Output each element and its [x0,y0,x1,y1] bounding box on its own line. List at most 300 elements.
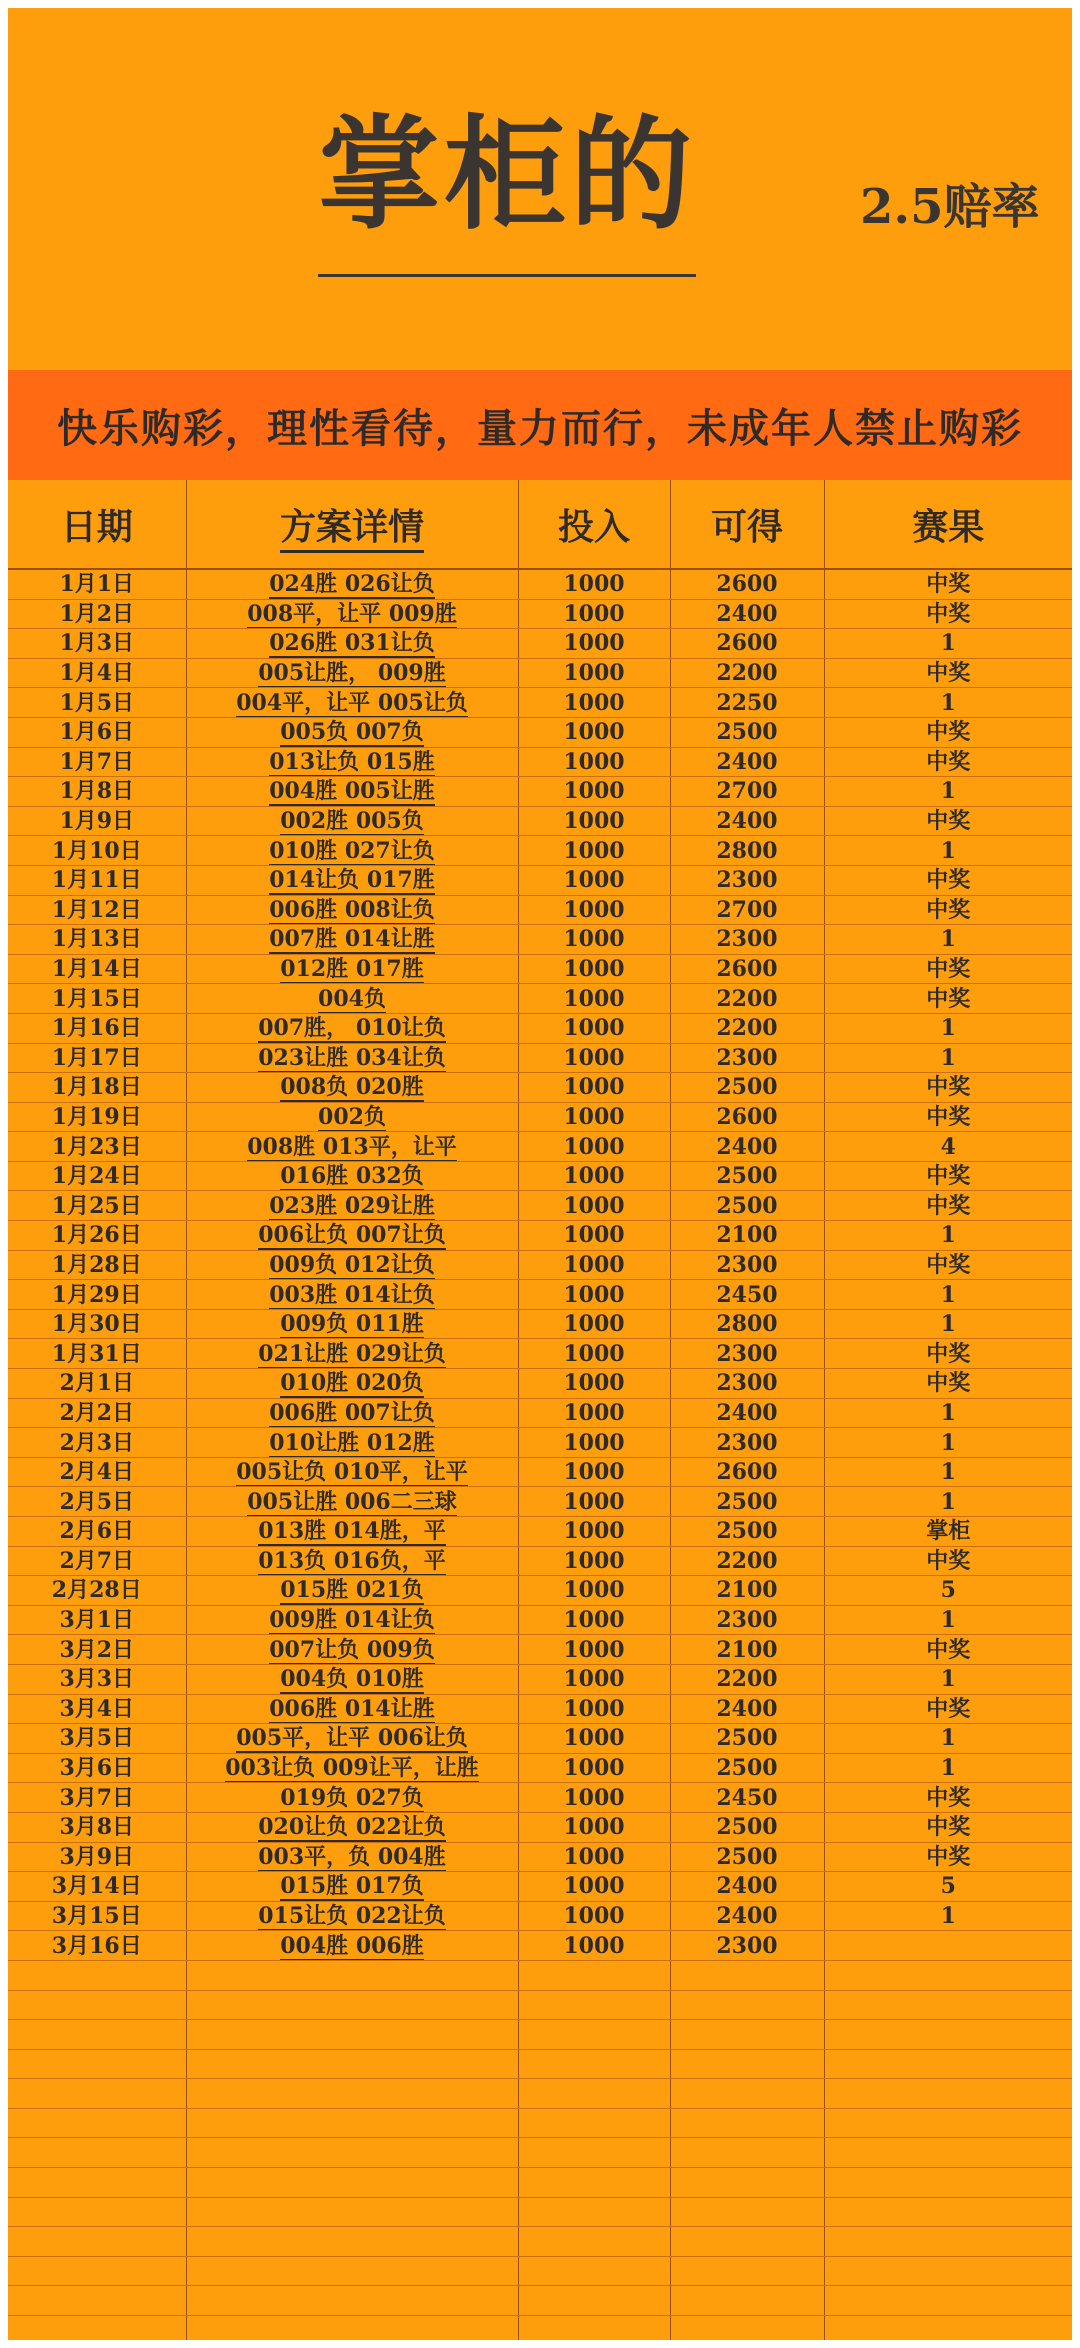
table-row [8,984,1072,1014]
cell-plan: 007让负 009负 [186,1635,518,1665]
cell-result: 5 [824,1576,1072,1606]
empty-cell [8,2049,186,2079]
cell-date: 1月10日 [8,836,186,866]
empty-cell [186,1960,518,1990]
empty-cell [670,2168,824,2198]
table-row [8,954,1072,984]
empty-cell [824,2168,1072,2198]
cell-stake: 1000 [518,629,670,659]
cell-result: 中奖 [824,984,1072,1014]
cell-stake: 1000 [518,599,670,629]
table-row [8,1901,1072,1931]
cell-stake: 1000 [518,1191,670,1221]
cell-result: 1 [824,925,1072,955]
cell-result: 中奖 [824,1842,1072,1872]
cell-payout: 2400 [670,747,824,777]
cell-stake: 1000 [518,688,670,718]
empty-cell [824,2138,1072,2168]
table-row [8,836,1072,866]
cell-payout: 2400 [670,1901,824,1931]
empty-cell [518,2227,670,2257]
cell-payout: 2300 [670,1605,824,1635]
cell-date: 1月14日 [8,954,186,984]
cell-date: 2月1日 [8,1369,186,1399]
table-row [8,1221,1072,1251]
cell-stake: 1000 [518,1517,670,1547]
cell-result: 中奖 [824,658,1072,688]
cell-payout: 2600 [670,1102,824,1132]
cell-plan: 010胜 027让负 [186,836,518,866]
empty-cell [824,2197,1072,2227]
table-row [8,1191,1072,1221]
cell-date: 3月5日 [8,1724,186,1754]
table-row [8,1280,1072,1310]
empty-cell [824,2316,1072,2340]
table-row [8,806,1072,836]
cell-payout: 2300 [670,865,824,895]
empty-cell [186,2197,518,2227]
empty-row [8,2079,1072,2109]
cell-plan: 004负 010胜 [186,1664,518,1694]
empty-cell [824,1960,1072,1990]
table-row [8,1842,1072,1872]
cell-plan: 015让负 022让负 [186,1901,518,1931]
table-row [8,1073,1072,1103]
cell-result: 掌柜 [824,1517,1072,1547]
empty-cell [824,1990,1072,2020]
cell-payout: 2600 [670,954,824,984]
cell-plan: 016胜 032负 [186,1161,518,1191]
cell-stake: 1000 [518,1842,670,1872]
cell-payout: 2250 [670,688,824,718]
cell-stake: 1000 [518,1221,670,1251]
empty-row [8,2197,1072,2227]
empty-cell [186,2286,518,2316]
cell-plan: 013让负 015胜 [186,747,518,777]
cell-stake: 1000 [518,1161,670,1191]
cell-result: 中奖 [824,717,1072,747]
cell-result: 中奖 [824,895,1072,925]
empty-cell [670,1990,824,2020]
cell-plan: 005让负 010平，让平 [186,1457,518,1487]
cell-stake: 1000 [518,1398,670,1428]
empty-cell [518,2020,670,2050]
table-row [8,1428,1072,1458]
empty-cell [8,2227,186,2257]
empty-cell [824,2286,1072,2316]
responsible-gaming-banner: 快乐购彩，理性看待，量力而行，未成年人禁止购彩 [8,370,1072,480]
empty-cell [518,2316,670,2340]
bet-table [8,480,1072,2340]
table-row [8,1694,1072,1724]
cell-date: 1月31日 [8,1339,186,1369]
cell-result: 4 [824,1132,1072,1162]
empty-row [8,2168,1072,2198]
cell-date: 1月30日 [8,1309,186,1339]
cell-stake: 1000 [518,1428,670,1458]
cell-stake: 1000 [518,1931,670,1961]
cell-stake: 1000 [518,1546,670,1576]
cell-payout: 2500 [670,1517,824,1547]
cell-plan: 008胜 013平，让平 [186,1132,518,1162]
cell-stake: 1000 [518,1309,670,1339]
cell-plan: 005让胜 006二三球 [186,1487,518,1517]
cell-payout: 2800 [670,1309,824,1339]
cell-payout: 2400 [670,1872,824,1902]
cell-result: 1 [824,1901,1072,1931]
cell-payout: 2600 [670,629,824,659]
header-plan: 方案详情 [186,480,518,569]
cell-stake: 1000 [518,925,670,955]
cell-result: 1 [824,1013,1072,1043]
cell-result: 中奖 [824,1161,1072,1191]
cell-payout: 2800 [670,836,824,866]
cell-payout: 2300 [670,1369,824,1399]
cell-payout: 2100 [670,1221,824,1251]
cell-date: 3月9日 [8,1842,186,1872]
cell-plan: 004胜 005让胜 [186,777,518,807]
table-row [8,1664,1072,1694]
cell-date: 1月8日 [8,777,186,807]
cell-stake: 1000 [518,865,670,895]
cell-date: 1月17日 [8,1043,186,1073]
cell-date: 1月23日 [8,1132,186,1162]
empty-cell [670,2227,824,2257]
cell-result: 中奖 [824,1073,1072,1103]
table-header-row [8,480,1072,569]
empty-row [8,2049,1072,2079]
empty-cell [8,2138,186,2168]
empty-cell [8,2256,186,2286]
cell-date: 3月3日 [8,1664,186,1694]
table-row [8,688,1072,718]
cell-payout: 2100 [670,1635,824,1665]
empty-cell [518,2138,670,2168]
cell-date: 3月7日 [8,1783,186,1813]
empty-cell [186,2108,518,2138]
cell-payout: 2500 [670,717,824,747]
cell-payout: 2600 [670,1457,824,1487]
cell-date: 1月12日 [8,895,186,925]
cell-plan: 023胜 029让胜 [186,1191,518,1221]
empty-cell [670,2020,824,2050]
cell-result: 1 [824,629,1072,659]
cell-date: 2月3日 [8,1428,186,1458]
cell-result: 中奖 [824,865,1072,895]
cell-result: 1 [824,1605,1072,1635]
cell-plan: 005平，让平 006让负 [186,1724,518,1754]
empty-row [8,2108,1072,2138]
empty-cell [186,2168,518,2198]
cell-plan: 005负 007负 [186,717,518,747]
empty-cell [518,2079,670,2109]
cell-date: 2月7日 [8,1546,186,1576]
empty-cell [824,2256,1072,2286]
table-row [8,1812,1072,1842]
cell-payout: 2400 [670,1694,824,1724]
cell-stake: 1000 [518,1605,670,1635]
cell-payout: 2500 [670,1724,824,1754]
cell-result: 1 [824,1487,1072,1517]
title-underline [318,274,696,277]
empty-cell [824,2108,1072,2138]
cell-result: 中奖 [824,747,1072,777]
cell-result: 中奖 [824,1102,1072,1132]
cell-date: 3月8日 [8,1812,186,1842]
cell-result: 1 [824,1428,1072,1458]
table-row [8,1576,1072,1606]
cell-result: 1 [824,836,1072,866]
table-row [8,1605,1072,1635]
empty-cell [8,1960,186,1990]
cell-plan: 008负 020胜 [186,1073,518,1103]
cell-plan: 009负 011胜 [186,1309,518,1339]
cell-payout: 2600 [670,569,824,599]
cell-stake: 1000 [518,1013,670,1043]
cell-payout: 2500 [670,1073,824,1103]
empty-cell [824,2079,1072,2109]
cell-stake: 1000 [518,1812,670,1842]
empty-cell [518,2108,670,2138]
cell-date: 2月5日 [8,1487,186,1517]
cell-stake: 1000 [518,1280,670,1310]
odds-label: 2.5赔率 [860,179,1040,235]
header-date: 日期 [8,480,186,569]
cell-date: 3月6日 [8,1753,186,1783]
cell-plan: 013胜 014胜，平 [186,1517,518,1547]
empty-row [8,2316,1072,2340]
cell-payout: 2400 [670,599,824,629]
cell-plan: 005让胜， 009胜 [186,658,518,688]
cell-payout: 2200 [670,1013,824,1043]
cell-date: 1月25日 [8,1191,186,1221]
cell-plan: 002胜 005负 [186,806,518,836]
cell-plan: 009胜 014让负 [186,1605,518,1635]
cell-result: 中奖 [824,599,1072,629]
cell-stake: 1000 [518,1576,670,1606]
cell-plan: 024胜 026让负 [186,569,518,599]
empty-row [8,2256,1072,2286]
empty-cell [824,2227,1072,2257]
cell-result: 中奖 [824,1191,1072,1221]
cell-plan: 006胜 008让负 [186,895,518,925]
cell-payout: 2400 [670,1398,824,1428]
cell-payout: 2700 [670,777,824,807]
empty-cell [186,2316,518,2340]
cell-stake: 1000 [518,836,670,866]
cell-date: 3月4日 [8,1694,186,1724]
empty-row [8,2227,1072,2257]
cell-stake: 1000 [518,1132,670,1162]
empty-cell [186,2138,518,2168]
cell-plan: 013负 016负，平 [186,1546,518,1576]
cell-date: 1月18日 [8,1073,186,1103]
header-payout: 可得 [670,480,824,569]
cell-date: 1月19日 [8,1102,186,1132]
empty-cell [670,2316,824,2340]
table-body [8,569,1072,2340]
cell-payout: 2300 [670,1931,824,1961]
table-row [8,717,1072,747]
table-row [8,1102,1072,1132]
cell-date: 1月5日 [8,688,186,718]
cell-payout: 2300 [670,1339,824,1369]
cell-date: 1月2日 [8,599,186,629]
cell-plan: 006胜 014让胜 [186,1694,518,1724]
cell-date: 1月7日 [8,747,186,777]
cell-date: 1月13日 [8,925,186,955]
cell-result: 中奖 [824,1546,1072,1576]
cell-date: 1月16日 [8,1013,186,1043]
cell-plan: 004胜 006胜 [186,1931,518,1961]
cell-result: 1 [824,1043,1072,1073]
empty-cell [518,2256,670,2286]
cell-date: 3月16日 [8,1931,186,1961]
cell-result [824,1931,1072,1961]
empty-cell [670,2286,824,2316]
cell-stake: 1000 [518,569,670,599]
cell-plan: 020让负 022让负 [186,1812,518,1842]
empty-cell [670,2049,824,2079]
cell-result: 1 [824,1309,1072,1339]
cell-payout: 2300 [670,1250,824,1280]
cell-payout: 2500 [670,1812,824,1842]
table-row [8,895,1072,925]
table-row [8,1517,1072,1547]
empty-cell [8,2286,186,2316]
cell-stake: 1000 [518,1635,670,1665]
cell-payout: 2700 [670,895,824,925]
cell-date: 2月4日 [8,1457,186,1487]
cell-stake: 1000 [518,984,670,1014]
table-row [8,1013,1072,1043]
cell-payout: 2500 [670,1842,824,1872]
cell-payout: 2400 [670,1132,824,1162]
empty-cell [670,2108,824,2138]
cell-plan: 006胜 007让负 [186,1398,518,1428]
cell-stake: 1000 [518,954,670,984]
cell-plan: 015胜 017负 [186,1872,518,1902]
cell-payout: 2200 [670,1664,824,1694]
cell-payout: 2400 [670,806,824,836]
cell-stake: 1000 [518,747,670,777]
cell-result: 中奖 [824,806,1072,836]
cell-plan: 026胜 031让负 [186,629,518,659]
cell-date: 1月15日 [8,984,186,1014]
cell-payout: 2450 [670,1783,824,1813]
cell-date: 1月4日 [8,658,186,688]
cell-result: 中奖 [824,569,1072,599]
table-row [8,1043,1072,1073]
empty-cell [186,2227,518,2257]
table-row [8,1487,1072,1517]
table-row [8,1398,1072,1428]
empty-cell [186,2049,518,2079]
empty-cell [824,2020,1072,2050]
cell-date: 1月28日 [8,1250,186,1280]
empty-cell [670,2256,824,2286]
empty-cell [670,2197,824,2227]
cell-plan: 010让胜 012胜 [186,1428,518,1458]
cell-result: 中奖 [824,1635,1072,1665]
empty-row [8,1960,1072,1990]
cell-payout: 2200 [670,658,824,688]
cell-stake: 1000 [518,777,670,807]
cell-date: 2月6日 [8,1517,186,1547]
cell-payout: 2500 [670,1161,824,1191]
cell-date: 3月2日 [8,1635,186,1665]
cell-date: 1月3日 [8,629,186,659]
empty-cell [518,2286,670,2316]
cell-plan: 007胜， 010让负 [186,1013,518,1043]
cell-plan: 021让胜 029让负 [186,1339,518,1369]
cell-stake: 1000 [518,1457,670,1487]
header-result: 赛果 [824,480,1072,569]
cell-payout: 2450 [670,1280,824,1310]
empty-cell [186,2256,518,2286]
cell-date: 1月11日 [8,865,186,895]
cell-stake: 1000 [518,1664,670,1694]
cell-result: 1 [824,688,1072,718]
cell-plan: 007胜 014让胜 [186,925,518,955]
table-row [8,1635,1072,1665]
empty-cell [8,2020,186,2050]
cell-plan: 019负 027负 [186,1783,518,1813]
cell-date: 3月15日 [8,1901,186,1931]
empty-row [8,1990,1072,2020]
table-row [8,1753,1072,1783]
table-row [8,1161,1072,1191]
cell-date: 1月24日 [8,1161,186,1191]
cell-plan: 003让负 009让平，让胜 [186,1753,518,1783]
cell-result: 1 [824,1664,1072,1694]
cell-stake: 1000 [518,1073,670,1103]
table-row [8,1457,1072,1487]
table-row [8,1309,1072,1339]
cell-plan: 010胜 020负 [186,1369,518,1399]
cell-stake: 1000 [518,1369,670,1399]
cell-result: 1 [824,1753,1072,1783]
cell-stake: 1000 [518,658,670,688]
cell-plan: 006让负 007让负 [186,1221,518,1251]
table-row [8,1931,1072,1961]
cell-result: 中奖 [824,1812,1072,1842]
cell-payout: 2300 [670,925,824,955]
table-row [8,747,1072,777]
header [8,8,1072,368]
cell-result: 中奖 [824,1250,1072,1280]
cell-result: 1 [824,777,1072,807]
cell-plan: 008平，让平 009胜 [186,599,518,629]
cell-stake: 1000 [518,717,670,747]
cell-date: 2月2日 [8,1398,186,1428]
empty-cell [518,2049,670,2079]
table-row [8,658,1072,688]
cell-plan: 003胜 014让负 [186,1280,518,1310]
table-row [8,599,1072,629]
empty-cell [518,1990,670,2020]
cell-result: 1 [824,1724,1072,1754]
empty-cell [518,2197,670,2227]
cell-date: 1月26日 [8,1221,186,1251]
table-row [8,1783,1072,1813]
cell-date: 1月1日 [8,569,186,599]
empty-cell [8,2108,186,2138]
table-row [8,777,1072,807]
empty-cell [670,2079,824,2109]
empty-row [8,2020,1072,2050]
bet-table-container [8,480,1072,2340]
